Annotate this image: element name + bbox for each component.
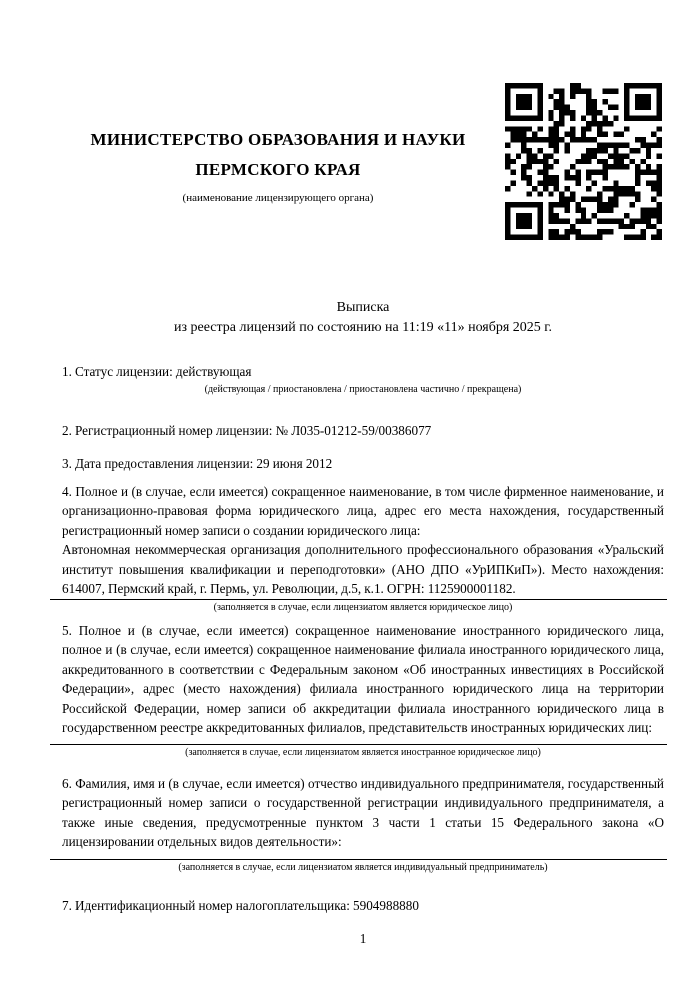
item-individual-entrepreneur <box>62 774 664 875</box>
document-body <box>0 362 700 915</box>
licensing-authority-caption: (наименование лицензирующего органа) <box>182 192 374 204</box>
individual-entrepreneur-question: 6. Фамилия, имя и (в случае, если имеется) отчество индивидуального предпринимателя, государственный регистрационный номер записи о государственной регистрации индивидуального предпринимателя, а также иные сведения, предусмотренные пунктом 3 части 1 статьи 15 Федерального закона «О лицензировании отдельных видов деятельности»: <box>62 775 664 849</box>
foreign-entity-question: 5. Полное и (в случае, если имеется) сокращенное наименование иностранного юридического лица, полное и (в случае, если имеется) сокращенное наименование филиала иностранного юридического лица, аккредитованного в соответствии с Федеральным законом «Об иностранных инвестициях в Российской Федерации», адрес (место нахождения) филиала иностранного юридического лица на территории Российской Федерации, номер записи об аккредитации филиала иностранного юридического лица в государственном реестре аккредитованных филиалов, представительств иностранных юридических лиц: <box>62 622 664 735</box>
ministry-title-line1: МИНИСТЕРСТВО ОБРАЗОВАНИЯ И НАУКИ <box>90 130 466 149</box>
item-foreign-entity <box>62 621 664 760</box>
registration-number-text: 2. Регистрационный номер лицензии: № Л035-01212-59/00386077 <box>62 422 432 438</box>
page-number: 1 <box>359 930 367 946</box>
legal-entity-caption: (заполняется в случае, если лицензиатом является юридическое лицо) <box>213 601 513 613</box>
foreign-entity-caption: (заполняется в случае, если лицензиатом является иностранное юридическое лицо) <box>185 746 541 758</box>
item-license-status <box>62 362 664 397</box>
license-status-text: 1. Статус лицензии: действующая <box>62 364 252 379</box>
fill-in-rule-foreign-entity <box>50 744 667 745</box>
individual-entrepreneur-caption: (заполняется в случае, если лицензиатом является индивидуальный предприниматель) <box>178 861 548 873</box>
fill-in-rule-individual-entrepreneur <box>50 859 667 860</box>
taxpayer-id-text: 7. Идентификационный номер налогоплательщика: 5904988880 <box>62 897 419 913</box>
fill-in-rule-legal-entity <box>50 599 667 600</box>
legal-entity-question: 4. Полное и (в случае, если имеется) сокращенное наименование, в том числе фирменное наименование, и организационно-правовая форма юридического лица, адрес его места нахождения, государственный регистрационный номер записи о создании юридического лица: <box>62 483 664 538</box>
doc-title-line1: Выписка <box>336 300 390 315</box>
ministry-title-line2: ПЕРМСКОГО КРАЯ <box>195 160 361 179</box>
legal-entity-value: Автономная некоммерческая организация дополнительного профессионального образования «Уральский институт повышения квалификации и переподготовки» (АНО ДПО «УрИПКиП»). Место нахождения: 614007, Пермский край, г. Пермь, ул. Революции, д.5, к.1. ОГРН: 1125900001182. <box>62 542 664 596</box>
license-status-options-caption: (действующая / приостановлена / приостановлена частично / прекращена) <box>204 383 522 395</box>
document-title <box>0 298 700 338</box>
item-legal-entity <box>62 482 664 615</box>
license-grant-date-text: 3. Дата предоставления лицензии: 29 июня 2012 <box>62 455 333 471</box>
ministry-header <box>36 125 520 205</box>
doc-title-line2: из реестра лицензий по состоянию на 11:19 «11» ноября 2025 г. <box>174 320 552 335</box>
qr-code-icon <box>505 83 662 240</box>
